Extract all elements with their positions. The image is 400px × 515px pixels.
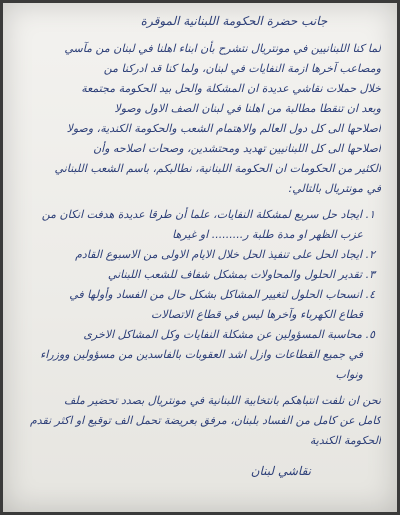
letter-sheet <box>3 3 397 512</box>
demand-line: عزب الظهر او مدة طلبة ر......... او غيرها <box>172 228 363 241</box>
intro-line: في مونتريال بالتالي: <box>288 182 381 195</box>
demand-line: ٤. انسحاب الحلول لتغيير المشاكل بشكل حال من الفساد وأولها في <box>69 288 375 301</box>
intro-line: لما كنا اللبنانيين في مونتريال نتشرح بأن ابناء اهلنا في لبنان من مآسي <box>64 42 381 55</box>
demand-line: ١. ايجاد حل سريع لمشكلة النفايات، علما أن طرقا عديدة هدفت انكان من <box>41 208 375 221</box>
demand-line: في جميع القطاعات وازل اشد العقوبات بالفاسدين من مسؤولين ووزراء <box>40 348 363 361</box>
demand-item <box>17 265 381 285</box>
demand-line: ٥. محاسبة المسؤولين عن مشكلة النفايات وكل المشاكل الاخرى <box>83 328 375 341</box>
intro-line: وبعد ان تنقطا مطالبة من اهلنا في لبنان الصف الاول وصولا <box>114 102 381 115</box>
letter-header: جانب حضرة الحكومة اللبنانية الموقرة <box>140 14 328 28</box>
closing-line: نحن ان نلفت انتباهكم بانتخابية اللبنانية في مونتريال بصدد تحضير ملف <box>64 394 381 407</box>
intro-line: الكثير من الحكومات ان الحكومة اللبنانية، نطالبكم، باسم الشعب اللبناني <box>54 162 381 175</box>
signature: نقاشي لبنان <box>250 464 311 478</box>
demand-item <box>17 245 381 265</box>
intro-line: اصلاحها الى كل اللبنانيين تهديد ومحتشدين، وصحات اصلاحه وأن <box>93 142 381 155</box>
demand-line: ٣. تقدير الحلول والمحاولات بمشكل شفاف للشعب اللبناني <box>107 268 375 281</box>
demand-item <box>17 325 381 385</box>
intro-paragraph <box>17 39 381 199</box>
closing-line: الحكومة الكندية <box>309 434 381 447</box>
letter-body <box>17 11 381 502</box>
closing-line: كامل عن كامل من الفساد بلبنان، مرفق بعريضة تحمل الف توقيع او اكثر نقدم <box>29 414 381 427</box>
demand-item <box>17 285 381 325</box>
demand-line: ٢. ايجاد الحل على تنفيذ الحل خلال الايام الاولى من الاسبوع القادم <box>75 248 375 261</box>
demand-line: قطاع الكهرباء وآخرها ليس في قطاع الاتصالات <box>150 308 363 321</box>
closing-paragraph <box>17 391 381 451</box>
intro-line: اصلاحها الى كل دول العالم والاهتمام الشعب والحكومة الكندية، وصولا <box>66 122 381 135</box>
intro-line: ومصاعب آخرها ازمة النفايات في لبنان، ولما كنا قد ادركنا من <box>103 62 381 75</box>
intro-line: خلال حملات نقاشي عديدة ان المشكلة والحل بيد الحكومة مجتمعة <box>81 82 381 95</box>
demand-line: ونواب <box>335 368 363 381</box>
demand-item <box>17 205 381 245</box>
demands-list <box>17 205 381 385</box>
